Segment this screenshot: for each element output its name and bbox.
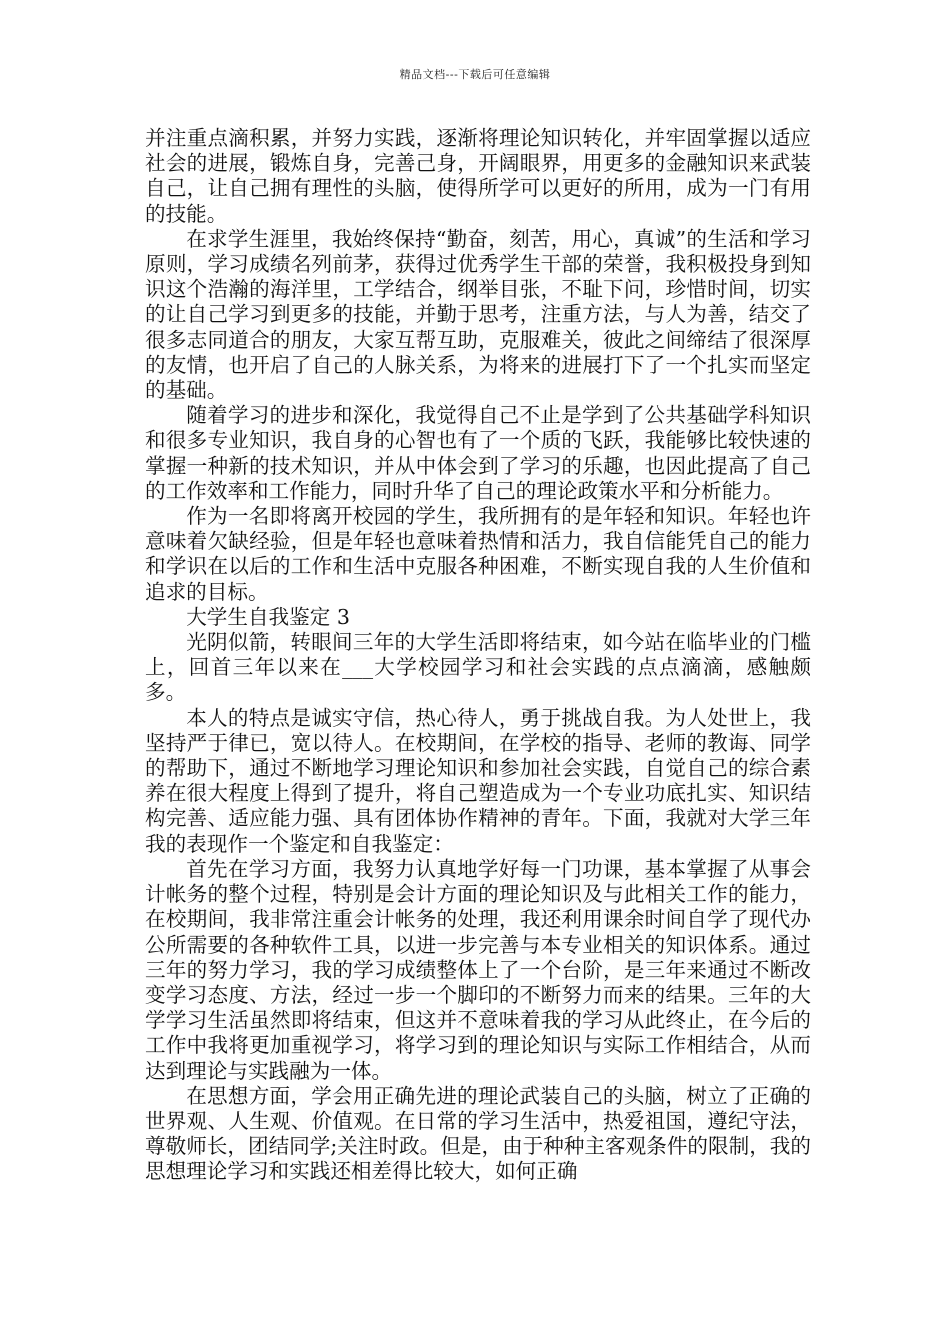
- paragraph: 在思想方面，学会用正确先进的理论武装自己的头脑，树立了正确的世界观、人生观、价值观。在日常的学习生活中，热爱祖国，遵纪守法，尊敬师长，团结同学;关注时政。但是，由于种种主客观条件的限制，我的思想理论学习和实践还相差得比较大，如何正确: [145, 1083, 811, 1184]
- paragraph: 光阴似箭，转眼间三年的大学生活即将结束，如今站在临毕业的门槛上，回首三年以来在___大学校园学习和社会实践的点点滴滴，感触颇多。: [145, 630, 811, 705]
- page-header-watermark: 精品文档---下载后可任意编辑: [399, 68, 551, 81]
- paragraph: 本人的特点是诚实守信，热心待人，勇于挑战自我。为人处世上，我坚持严于律已，宽以待人。在校期间，在学校的指导、老师的教诲、同学的帮助下，通过不断地学习理论知识和参加社会实践，自觉自己的综合素养在很大程度上得到了提升，将自己塑造成为一个专业功底扎实、知识结构完善、适应能力强、具有团体协作精神的青年。下面，我就对大学三年我的表现作一个鉴定和自我鉴定：: [145, 705, 811, 856]
- section-heading: 大学生自我鉴定 3: [186, 604, 350, 629]
- paragraph: 随着学习的进步和深化，我觉得自己不止是学到了公共基础学科知识和很多专业知识，我自身的心智也有了一个质的飞跃，我能够比较快速的掌握一种新的技术知识，并从中体会到了学习的乐趣，也因此提高了自己的工作效率和工作能力，同时升华了自己的理论政策水平和分析能力。: [145, 403, 811, 503]
- paragraph: 作为一名即将离开校园的学生，我所拥有的是年轻和知识。年轻也许意味着欠缺经验，但是年轻也意味着热情和活力，我自信能凭自己的能力和学识在以后的工作和生活中克服各种困难，不断实现自我的人生价值和追求的目标。: [145, 504, 811, 604]
- document-body: [145, 126, 811, 1185]
- paragraph: 在求学生涯里，我始终保持“勤奋，刻苦，用心，真诚”的生活和学习原则，学习成绩名列前茅，获得过优秀学生干部的荣誉，我积极投身到知识这个浩瀚的海洋里，工学结合，纲举目张，不耻下问，珍惜时间，切实的让自己学习到更多的技能，并勤于思考，注重方法，与人为善，结交了很多志同道合的朋友，大家互帮互助，克服难关，彼此之间缔结了很深厚的友情，也开启了自己的人脉关系，为将来的进展打下了一个扎实而坚定的基础。: [145, 226, 811, 403]
- paragraph-continued: 并注重点滴积累，并努力实践，逐渐将理论知识转化，并牢固掌握以适应社会的进展，锻炼自身，完善己身，开阔眼界，用更多的金融知识来武装自己，让自己拥有理性的头脑，使得所学可以更好的所用，成为一门有用的技能。: [145, 126, 811, 226]
- paragraph: 首先在学习方面，我努力认真地学好每一门功课，基本掌握了从事会计帐务的整个过程，特别是会计方面的理论知识及与此相关工作的能力，在校期间，我非常注重会计帐务的处理，我还利用课余时间自学了现代办公所需要的各种软件工具，以进一步完善与本专业相关的知识体系。通过三年的努力学习，我的学习成绩整体上了一个台阶，是三年来通过不断改变学习态度、方法，经过一步一个脚印的不断努力而来的结果。三年的大学学习生活虽然即将结束，但这并不意味着我的学习从此终止，在今后的工作中我将更加重视学习，将学习到的理论知识与实际工作相结合，从而达到理论与实践融为一体。: [145, 856, 811, 1083]
